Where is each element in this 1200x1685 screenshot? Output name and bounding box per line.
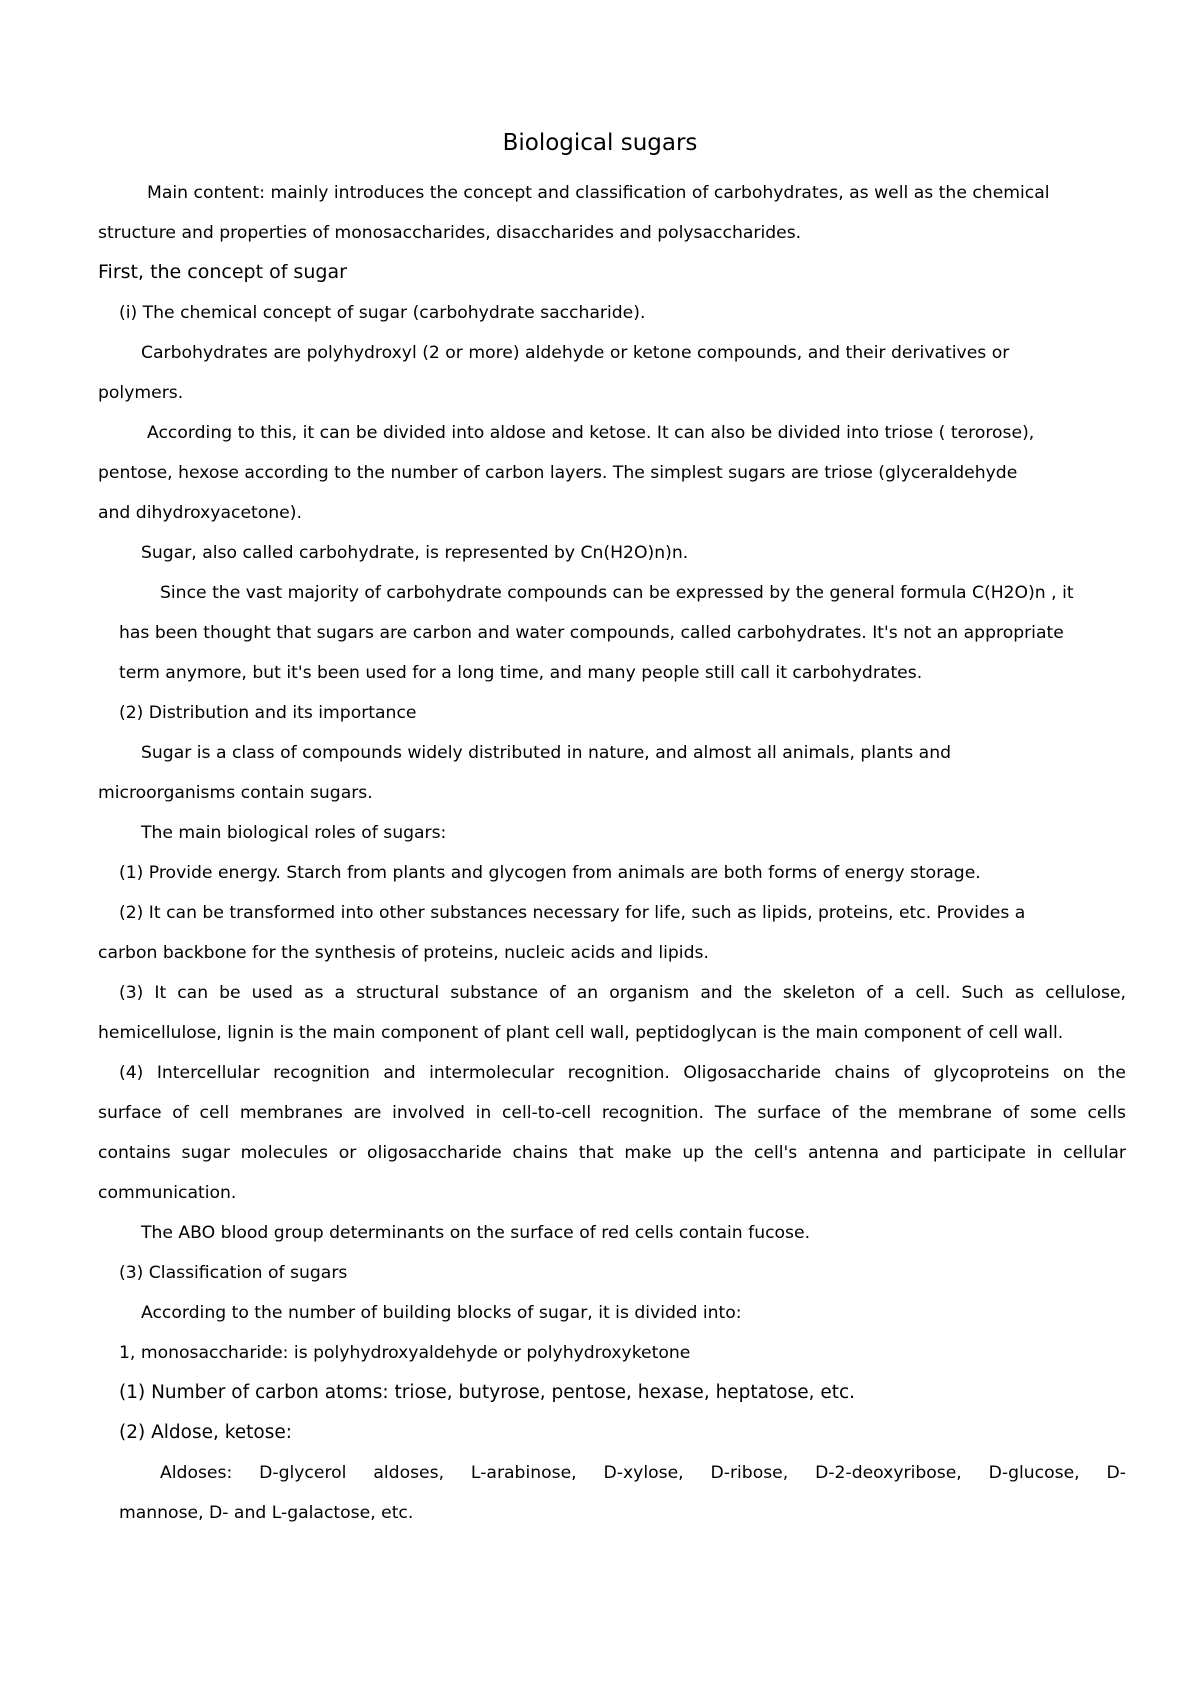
list-item: (4) Intercellular recognition and intermolecular recognition. Oligosaccharide chains of glycoproteins on the (119, 1063, 1126, 1083)
paragraph-line: has been thought that sugars are carbon and water compounds, called carbohydrates. It's not an appropriate (119, 623, 1064, 643)
paragraph-line: Sugar, also called carbohydrate, is represented by Cn(H2O)n)n. (141, 543, 689, 563)
paragraph-line: Carbohydrates are polyhydroxyl (2 or more) aldehyde or ketone compounds, and their derivatives or (141, 343, 1010, 363)
paragraph-line: Sugar is a class of compounds widely distributed in nature, and almost all animals, plants and (141, 743, 951, 763)
paragraph-line: Since the vast majority of carbohydrate compounds can be expressed by the general formula C(H2O)n , it (160, 583, 1074, 603)
paragraph-line: Main content: mainly introduces the concept and classification of carbohydrates, as well as the chemical (147, 183, 1050, 203)
paragraph-line: According to the number of building blocks of sugar, it is divided into: (141, 1303, 742, 1323)
subsection-heading: (2) Distribution and its importance (119, 703, 417, 723)
list-item: (2) Aldose, ketose: (119, 1422, 292, 1443)
section-heading: First, the concept of sugar (98, 261, 347, 283)
list-item: (2) It can be transformed into other substances necessary for life, such as lipids, proteins, etc. Provides a (119, 903, 1026, 923)
subsection-heading: (3) Classification of sugars (119, 1263, 348, 1283)
paragraph-line: hemicellulose, lignin is the main component of plant cell wall, peptidoglycan is the main component of cell wall. (98, 1023, 1064, 1043)
paragraph-line: pentose, hexose according to the number of carbon layers. The simplest sugars are triose (glyceraldehyde (98, 463, 1018, 483)
list-item: 1, monosaccharide: is polyhydroxyaldehyde or polyhydroxyketone (119, 1343, 691, 1363)
paragraph-line: term anymore, but it's been used for a long time, and many people still call it carbohydrates. (119, 663, 923, 683)
paragraph-line: communication. (98, 1183, 237, 1203)
list-item: (3) It can be used as a structural substance of an organism and the skeleton of a cell. Such as cellulose, (119, 983, 1126, 1003)
subsection-heading: (i) The chemical concept of sugar (carbohydrate saccharide). (119, 303, 646, 323)
paragraph-line: microorganisms contain sugars. (98, 783, 373, 803)
paragraph-line: According to this, it can be divided into aldose and ketose. It can also be divided into triose ( terorose), (147, 423, 1035, 443)
paragraph-line: The ABO blood group determinants on the surface of red cells contain fucose. (141, 1223, 811, 1243)
paragraph-line: contains sugar molecules or oligosaccharide chains that make up the cell's antenna and participate in cellular (98, 1143, 1126, 1163)
paragraph-line: polymers. (98, 383, 184, 403)
list-item: (1) Number of carbon atoms: triose, butyrose, pentose, hexase, heptatose, etc. (119, 1382, 856, 1403)
paragraph-line: Aldoses: D-glycerol aldoses, L-arabinose, D-xylose, D-ribose, D-2-deoxyribose, D-glucose, D- (160, 1463, 1126, 1483)
paragraph-line: structure and properties of monosaccharides, disaccharides and polysaccharides. (98, 223, 802, 243)
document-title: Biological sugars (502, 130, 698, 156)
list-item: (1) Provide energy. Starch from plants and glycogen from animals are both forms of energy storage. (119, 863, 981, 883)
paragraph-line: The main biological roles of sugars: (141, 823, 447, 843)
paragraph-line: carbon backbone for the synthesis of proteins, nucleic acids and lipids. (98, 943, 709, 963)
paragraph-line: and dihydroxyacetone). (98, 503, 302, 523)
paragraph-line: surface of cell membranes are involved in cell-to-cell recognition. The surface of the membrane of some cells (98, 1103, 1126, 1123)
paragraph-line: mannose, D- and L-galactose, etc. (119, 1503, 414, 1523)
